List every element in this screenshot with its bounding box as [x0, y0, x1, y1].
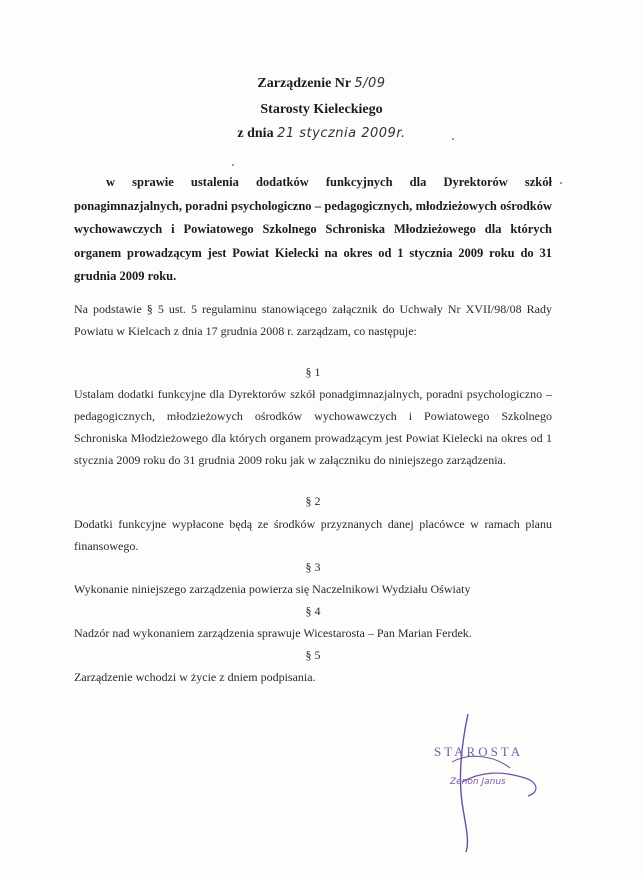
section-3-heading: § 3 [305, 560, 321, 574]
section-5-text: Zarządzenie wchodzi w życie z dniem podpisania. [74, 670, 316, 684]
section-3-text: Wykonanie niniejszego zarządzenia powierza się Naczelnikowi Wydziału Oświaty [74, 582, 471, 596]
document-date [0, 126, 643, 142]
title-number: 5/09 [354, 76, 386, 91]
stamp-title: STAROSTA [434, 744, 524, 759]
section-4-text: Nadzór nad wykonaniem zarządzenia sprawuje Wicestarosta – Pan Marian Ferdek. [74, 626, 472, 640]
scan-speck [560, 182, 562, 184]
section-2-text: Dodatki funkcyjne wypłacone będą ze środków przyznanych danej placówce w ramach planu finansowego. [74, 517, 552, 553]
section-5-heading: § 5 [305, 648, 321, 662]
legal-basis-paragraph: Na podstawie § 5 ust. 5 regulaminu stanowiącego załącznik do Uchwały Nr XVII/98/08 Rady Powiatu w Kielcach z dnia 17 grudnia 2008 r. zarządzam, co następuje: [74, 302, 552, 338]
date-prefix: z dnia [237, 126, 278, 141]
section-1-heading: § 1 [305, 365, 321, 379]
section-4-heading: § 4 [305, 604, 321, 618]
document-title [0, 76, 643, 92]
stamp-name: Zenon Janus [450, 777, 506, 787]
issuing-authority: Starosty Kieleckiego [260, 102, 383, 117]
section-1-text: Ustalam dodatki funkcyjne dla Dyrektorów szkół ponadgimnazjalnych, poradni psychologiczno – pedagogicznych, młodzieżowych ośrodków wychowawczych i Powiatowego Szkolnego Schroniska Młodzieżowego dla których organem prowadzącym jest Powiat Kielecki na okres od 1 stycznia 2009 roku do 31 grudnia 2009 roku jak w załączniku do niniejszego zarządzenia. [74, 387, 552, 467]
title-prefix: Zarządzenie Nr [257, 76, 355, 91]
scan-speck [232, 164, 234, 166]
subject-paragraph: w sprawie ustalenia dodatków funkcyjnych dla Dyrektorów szkół ponagimnazjalnych, poradni psychologiczno – pedagogicznych, młodzieżowych ośrodków wychowawczych i Powiatowego Szkolnego Schroniska Młodzieżowego dla których organem prowadzącym jest Powiat Kielecki na okres od 1 stycznia 2009 roku do 31 grudnia 2009 roku. [74, 175, 552, 283]
date-value: 21 stycznia 2009r. [277, 126, 406, 141]
scan-speck [452, 138, 454, 140]
section-2-heading: § 2 [305, 494, 321, 508]
